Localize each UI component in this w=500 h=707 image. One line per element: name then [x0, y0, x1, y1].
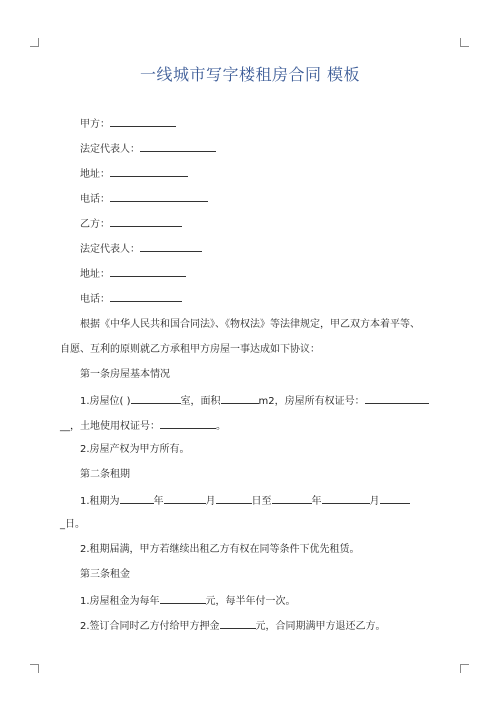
deposit-blank [220, 618, 256, 629]
section-2-item-1-text-d: 日至 [251, 496, 272, 507]
area-blank [221, 393, 259, 404]
party-b-address-line [80, 266, 186, 282]
start-year-blank [120, 493, 154, 504]
start-month-blank [164, 493, 206, 504]
annual-rent-blank [160, 593, 206, 604]
section-3-item-2-text-b: 元，合同期满甲方退还乙方。 [255, 621, 386, 632]
party-b-phone-label: 电话： [80, 294, 110, 305]
party-a-address-blank [110, 166, 188, 177]
section-1-item-2: 2.房屋产权为甲方所有。 [80, 444, 190, 455]
section-3-item-2-text-a: 2.签订合同时乙方付给甲方押金 [80, 621, 220, 632]
section-3-item-1 [80, 593, 296, 609]
party-b-phone-line [80, 291, 182, 307]
section-2-item-1-text-f: 月 [369, 496, 380, 507]
party-a-blank [110, 116, 176, 127]
section-1-item-1-text-a: 1.房屋位( ) [80, 396, 131, 407]
end-year-blank [272, 493, 312, 504]
section-3-item-1-text-b: 元，每半年付一次。 [205, 596, 296, 607]
crop-mark-top-right [460, 38, 469, 47]
party-a-phone-label: 电话： [80, 194, 110, 205]
party-b-blank [110, 216, 182, 227]
party-b-line [80, 216, 182, 232]
section-3-item-2 [80, 618, 386, 634]
party-a-line [80, 116, 176, 132]
party-a-address-line [80, 166, 188, 182]
land-cert-blank [160, 418, 216, 429]
end-month-blank [322, 493, 370, 504]
party-b-rep-label: 法定代表人： [80, 244, 140, 255]
section-1-item-1-text-d: __，土地使用权证号： [60, 421, 160, 432]
ownership-cert-blank [365, 393, 429, 404]
party-b-phone-blank [110, 291, 182, 302]
section-1-item-1-text-e: 。 [216, 421, 226, 432]
party-a-address-label: 地址： [80, 169, 110, 180]
party-a-phone-line [80, 191, 208, 207]
section-2-heading: 第二条租期 [80, 469, 130, 480]
party-b-address-label: 地址： [80, 269, 110, 280]
crop-mark-top-left [30, 38, 39, 47]
section-1-item-1-text-b: 室，面积 [180, 396, 221, 407]
start-day-blank [216, 493, 252, 504]
section-2-item-1-text-e: 年 [311, 496, 322, 507]
section-2-item-1-text-b: 年 [153, 496, 164, 507]
crop-mark-bottom-left [30, 664, 39, 673]
party-a-rep-line [80, 141, 216, 157]
section-1-heading: 第一条房屋基本情况 [80, 369, 170, 380]
document-title: 一线城市写字楼租房合同 模板 [139, 65, 361, 84]
party-a-rep-blank [140, 141, 216, 152]
party-a-label: 甲方： [80, 119, 110, 130]
section-2-item-1-text-c: 月 [205, 496, 216, 507]
crop-mark-bottom-right [460, 664, 469, 673]
section-2-item-2: 2.租期届满，甲方若继续出租乙方有权在同等条件下优先租赁。 [80, 544, 360, 555]
end-day-blank [380, 493, 410, 504]
party-b-address-blank [110, 266, 186, 277]
party-a-phone-blank [110, 191, 208, 202]
room-blank [131, 393, 181, 404]
party-b-rep-line [80, 241, 202, 257]
preamble-line-2: 自愿、互利的原则就乙方承租甲方房屋一事达成如下协议： [60, 344, 320, 355]
section-2-item-1-cont: _日。 [60, 519, 85, 530]
section-3-item-1-text-a: 1.房屋租金为每年 [80, 596, 160, 607]
section-1-item-1 [80, 393, 429, 409]
section-1-item-1-text-c: m2，房屋所有权证号： [258, 396, 365, 407]
party-a-rep-label: 法定代表人： [80, 144, 140, 155]
preamble-line-1: 根据《中华人民共和国合同法》、《物权法》等法律规定，甲乙双方本着平等、 [80, 319, 420, 330]
section-1-item-1-cont [60, 418, 226, 434]
section-2-item-1-text-a: 1.租期为 [80, 496, 120, 507]
section-2-item-1 [80, 493, 410, 509]
section-3-heading: 第三条租金 [80, 569, 130, 580]
party-b-rep-blank [140, 241, 202, 252]
party-b-label: 乙方： [80, 219, 110, 230]
